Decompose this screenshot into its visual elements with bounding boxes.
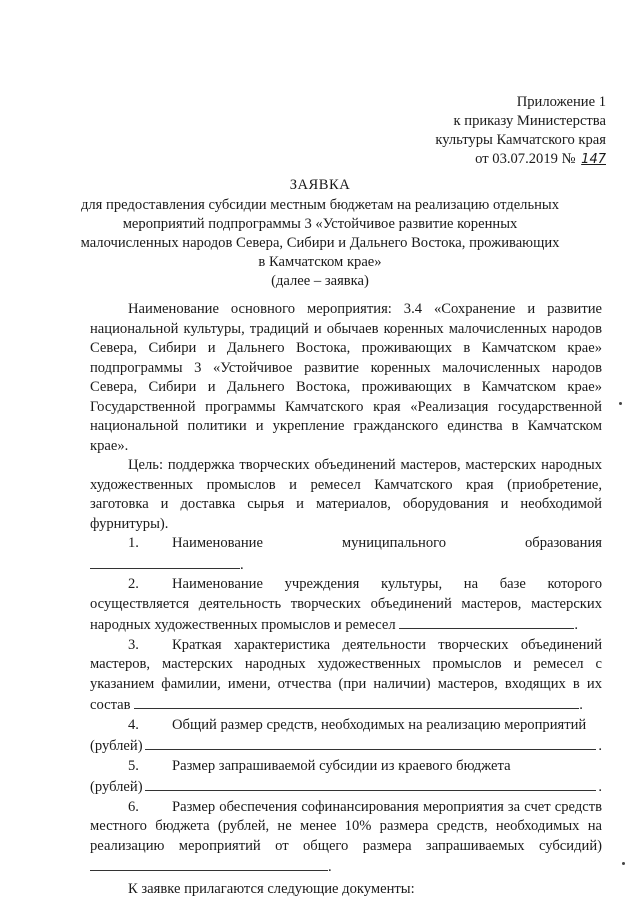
item-end: .: [240, 556, 244, 573]
order-number-handwritten: 147: [581, 152, 606, 167]
attachments-line: К заявке прилагаются следующие документы:: [128, 880, 415, 897]
blank-line: [90, 554, 240, 569]
appendix-date-line: [435, 150, 606, 169]
item-text: Размер запрашиваемой субсидии из краевого бюджета: [172, 757, 511, 774]
item-5: [90, 757, 602, 777]
blank-line: [90, 856, 328, 871]
subtitle-line-3: малочисленных народов Севера, Сибири и Дальнего Востока, проживающих: [80, 235, 560, 251]
subtitle-line-5: (далее – заявка): [271, 273, 369, 289]
subtitle-line-4: в Камчатском крае»: [258, 254, 382, 270]
appendix-line-1: Приложение 1: [516, 94, 606, 110]
blank-line: [145, 735, 597, 750]
item-end: .: [598, 779, 602, 795]
blank-line: [145, 776, 597, 791]
item-6: [90, 798, 602, 878]
item-4-blank-row: [90, 735, 602, 757]
scan-speck: [619, 402, 622, 405]
item-1: [90, 534, 602, 575]
goal-paragraph: Цель: поддержка творческих объединений мастеров, мастерских народных художественных промыслов и ремесел Камчатского края (приобретение, заготовка и доставка сырья и материалов, оборудования и необходимой фурнитуры).: [90, 457, 602, 532]
item-tail: (рублей): [90, 738, 143, 754]
subtitle-line-1: для предоставления субсидии местным бюджетам на реализацию отдельных: [80, 197, 560, 213]
item-end: .: [579, 697, 583, 713]
appendix-line-2: к приказу Министерства: [453, 113, 606, 129]
appendix-date: от 03.07.2019 №: [475, 151, 576, 167]
item-number: 2.: [128, 576, 139, 592]
item-text: Наименование учреждения культуры, на базе которого осуществляется деятельность творческих объединений мастеров, мастерских народных художественных промыслов и ремесел: [90, 576, 602, 633]
item-end: .: [328, 859, 332, 875]
item-end: .: [598, 738, 602, 754]
blank-line: [134, 694, 579, 709]
item-3: [90, 636, 602, 716]
item-number: 3.: [128, 636, 139, 653]
item-number: 5.: [128, 757, 139, 774]
item-5-blank-row: [90, 776, 602, 798]
item-number: 4.: [128, 716, 139, 733]
item-end: .: [574, 617, 578, 633]
item-number: 1.: [128, 535, 139, 551]
subtitle-line-2: мероприятий подпрограммы 3 «Устойчивое развитие коренных: [122, 216, 518, 232]
title-block: [70, 176, 570, 291]
item-tail: (рублей): [90, 779, 143, 795]
blank-line: [399, 614, 574, 629]
appendix-block: [435, 93, 606, 169]
appendix-line-3: культуры Камчатского края: [435, 132, 606, 148]
event-name-paragraph: Наименование основного мероприятия: 3.4 «Сохранение и развитие национальной культуры, традиций и обычаев коренных малочисленных народов Севера, Сибири и Дальнего Востока, проживающих в Камчатском крае» подпрограммы 3 «Устойчивое развитие коренных малочисленных народов Севера, Сибири и Дальнего Востока, проживающих в Камчатском крае» Государственной программы Камчатского края «Реализация государственной национальной политики и укрепление гражданского единства в Камчатском крае».: [90, 301, 602, 454]
item-number: 6.: [128, 798, 139, 815]
item-text: Краткая характеристика деятельности творческих объединений мастеров, мастерских народных художественных промыслов и ремесел с указанием фамилии, имени, отчества (при наличии) мастеров, входящих в их состав: [90, 636, 602, 713]
item-text: Общий размер средств, необходимых на реализацию мероприятий: [172, 716, 587, 733]
item-4: [90, 716, 602, 736]
item-2: [90, 575, 602, 636]
scan-speck: [622, 862, 625, 865]
item-text: Наименование муниципального образования: [172, 535, 602, 551]
item-text: Размер обеспечения софинансирования мероприятия за счет средств местного бюджета (рублей, не менее 10% размера средств, необходимых на реализацию мероприятий от общего размера запрашиваемых субсидий): [90, 798, 602, 854]
document-title: ЗАЯВКА: [289, 177, 351, 193]
document-body: [90, 300, 602, 899]
